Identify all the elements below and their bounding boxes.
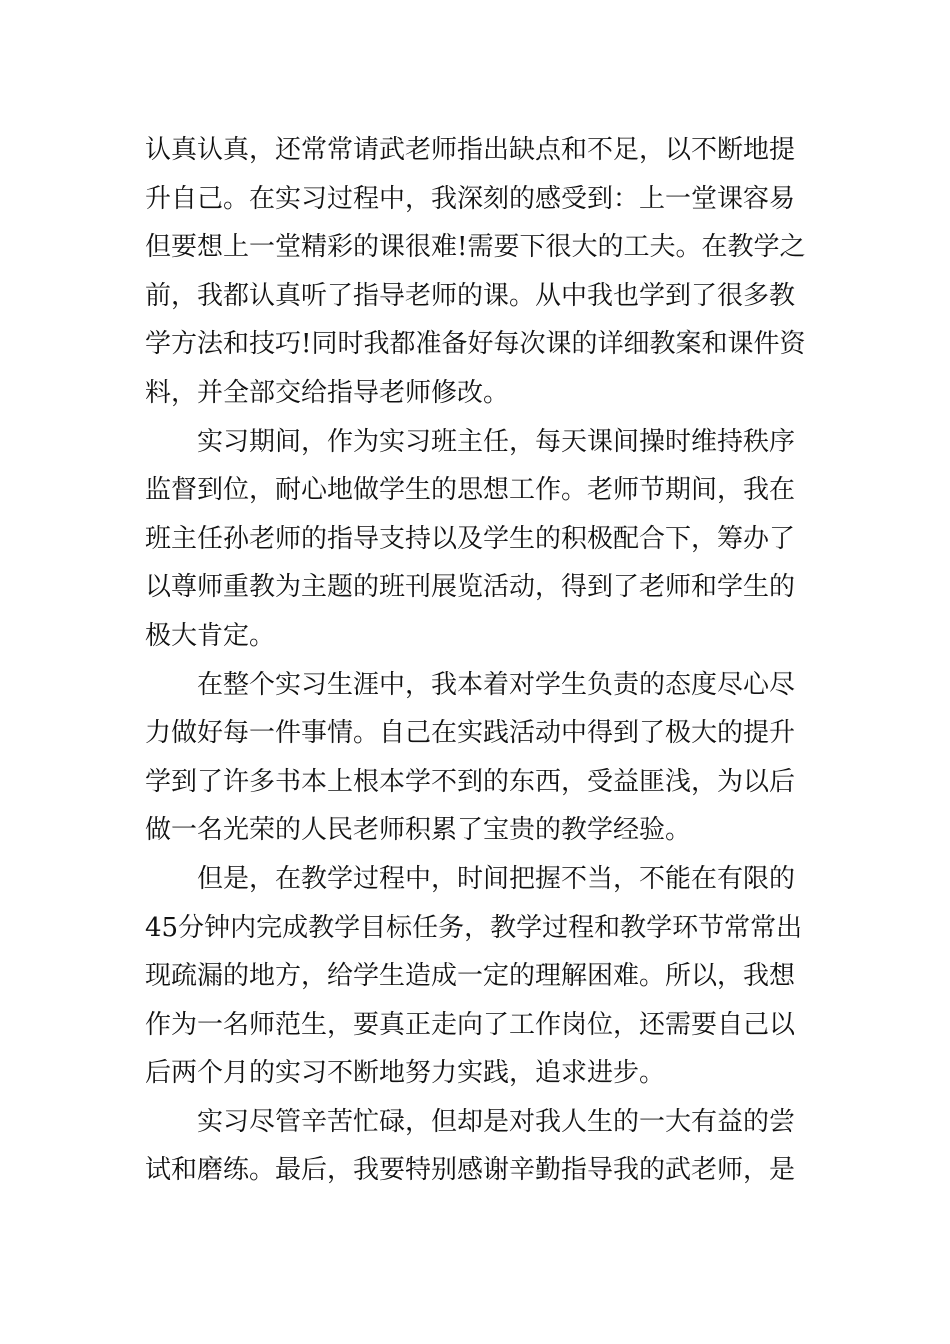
text-line: 现疏漏的地方，给学生造成一定的理解困难。所以，我想 [145,961,796,992]
text-line: 45分钟内完成教学目标任务，教学过程和教学环节常常出 [145,912,803,943]
paragraph-first-line: 在整个实习生涯中，我本着对学生负责的态度尽心尽 [197,669,796,700]
text-line: 认真认真，还常常请武老师指出缺点和不足，以不断地提 [145,135,796,165]
text-line: 极大肯定。 [145,620,276,651]
paragraph-first-line: 实习期间，作为实习班主任，每天课间操时维持秩序 [197,426,796,457]
text-line: 但要想上一堂精彩的课很难!需要下很大的工夫。在教学之 [145,232,806,263]
text-line: 监督到位，耐心地做学生的思想工作。老师节期间，我在 [145,475,796,506]
text-line: 班主任孙老师的指导支持以及学生的积极配合下，筹办了 [145,523,796,554]
body-text [145,126,815,1195]
paragraph-first-line: 实习尽管辛苦忙碌，但却是对我人生的一大有益的尝 [197,1106,796,1137]
text-line: 作为一名师范生，要真正走向了工作岗位，还需要自己以 [145,1009,796,1040]
text-line: 试和磨练。最后，我要特别感谢辛勤指导我的武老师，是 [145,1155,796,1186]
paragraph-first-line: 但是，在教学过程中，时间把握不当，不能在有限的 [197,863,796,894]
text-line: 力做好每一件事情。自己在实践活动中得到了极大的提升 [145,718,796,749]
text-line: 升自己。在实习过程中，我深刻的感受到：上一堂课容易 [145,183,796,214]
text-line: 以尊师重教为主题的班刊展览活动，得到了老师和学生的 [145,572,796,603]
text-line: 后两个月的实习不断地努力实践，追求进步。 [145,1058,666,1089]
text-line: 学到了许多书本上根本学不到的东西，受益匪浅，为以后 [145,766,796,797]
text-line: 学方法和技巧!同时我都准备好每次课的详细教案和课件资 [145,329,806,360]
text-line: 做一名光荣的人民老师积累了宝贵的教学经验。 [145,815,692,846]
text-line: 前，我都认真听了指导老师的课。从中我也学到了很多教 [145,280,796,311]
text-line: 料，并全部交给指导老师修改。 [145,377,510,408]
